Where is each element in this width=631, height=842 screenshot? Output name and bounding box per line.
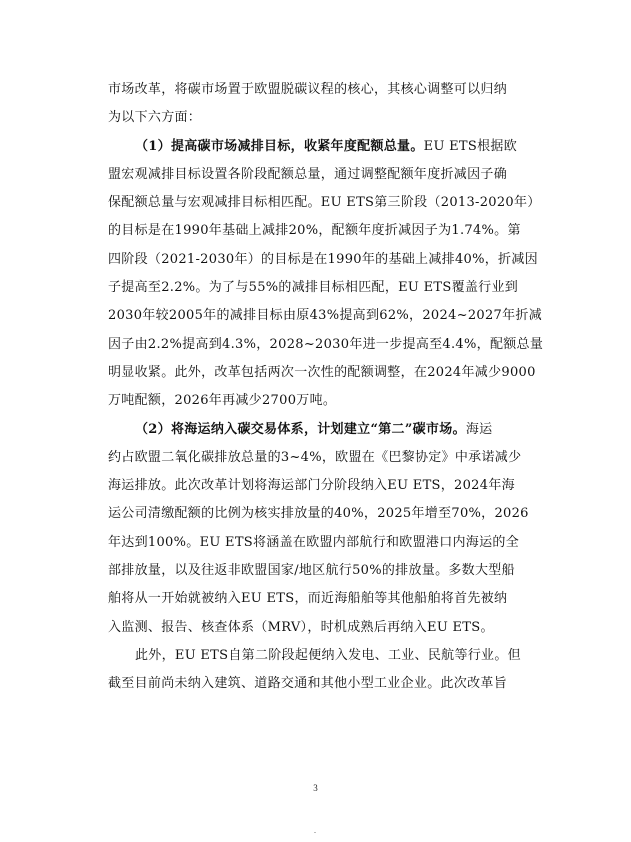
text-line: 年达到100%。EU ETS将涵盖在欧盟内部航行和欧盟港口内海运的全	[108, 534, 520, 550]
text-line: 明显收紧。此外，改革包括两次一次性的配额调整，在2024年减少9000	[108, 364, 536, 380]
text-line: 舶将从一开始就被纳入EU ETS，而近海船舶等其他船舶将首先被纳	[108, 591, 508, 607]
text-line: 的目标是在1990年基础上减排20%，配额年度折减因子为1.74%。第	[108, 223, 521, 239]
text-line: 万吨配额，2026年再减少2700万吨。	[108, 393, 337, 409]
section-heading-line: （1）提高碳市场减排目标，收紧年度配额总量。EU ETS根据欧	[135, 138, 518, 154]
text-line: 因子由2.2%提高到4.3%，2028~2030年进一步提高至4.4%，配额总量	[108, 336, 544, 352]
text-line: 约占欧盟二氧化碳排放总量的3~4%，欧盟在《巴黎协定》中承诺减少	[108, 449, 522, 465]
text-line: 此外，EU ETS自第二阶段起便纳入发电、工业、民航等行业。但	[135, 647, 521, 663]
text-line: 盟宏观减排目标设置各阶段配额总量，通过调整配额年度折减因子确	[108, 166, 508, 182]
footer-mark	[314, 832, 316, 833]
section-heading-line: （2）将海运纳入碳交易体系，计划建立“第二”碳市场。海运	[135, 421, 493, 437]
text-line: 截至目前尚未纳入建筑、道路交通和其他小型工业企业。此次改革旨	[108, 676, 508, 692]
text-line: 保配额总量与宏观减排目标相匹配。EU ETS第三阶段（2013-2020年）	[108, 195, 541, 211]
document-body	[108, 76, 544, 699]
text-line: 市场改革，将碳市场置于欧盟脱碳议程的核心，其核心调整可以归纳	[108, 82, 508, 97]
section-heading: （1）提高碳市场减排目标，收紧年度配额总量。	[135, 138, 424, 154]
text-line: 部排放量，以及往返非欧盟国家/地区航行50%的排放量。多数大型船	[108, 563, 515, 579]
text-line: 为以下六方面：	[108, 110, 202, 126]
text-line: 运公司清缴配额的比例为核实排放量的40%，2025年增至70%，2026	[108, 506, 529, 522]
text-line: 2030年较2005年的减排目标由原43%提高到62%，2024~2027年折减	[108, 308, 543, 324]
text-line: 海运排放。此次改革计划将海运部门分阶段纳入EU ETS，2024年海	[108, 478, 515, 494]
text-line: 子提高至2.2%。为了与55%的减排目标相匹配，EU ETS覆盖行业到	[108, 280, 519, 296]
text-line: 入监测、报告、核查体系（MRV），时机成熟后再纳入EU ETS。	[108, 619, 494, 635]
text-line: 四阶段（2021-2030年）的目标是在1990年的基础上减排40%，折减因	[108, 251, 538, 267]
page-number: 3	[313, 783, 318, 793]
section-heading: （2）将海运纳入碳交易体系，计划建立“第二”碳市场。	[135, 421, 466, 437]
